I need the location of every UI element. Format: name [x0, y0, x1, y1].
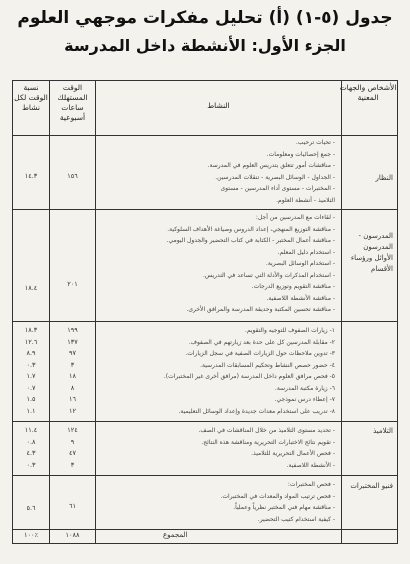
percent-column-visits: [13, 325, 49, 417]
activity-line: - تحيات ترحيب.: [295, 139, 335, 146]
group-activities-principals: [95, 137, 335, 206]
time-column-students: [50, 425, 95, 471]
percent-value: ١.٧: [26, 372, 36, 380]
header-percent: نسبة الوقت لكل نشاط: [14, 83, 48, 112]
time-value: ٩: [70, 437, 75, 446]
time-value: ٢٠١: [67, 280, 78, 288]
time-value: ٣: [70, 460, 75, 469]
row-divider: [13, 209, 397, 210]
percent-value: ٨.٩: [26, 349, 36, 357]
table-subtitle: الجزء الأول: الأنشطة داخل المدرسة: [64, 36, 346, 55]
header-activity: النشاط: [207, 101, 230, 110]
percent-value: ٥.٦: [26, 504, 36, 512]
activity-line: ٦- زيارة مكتبة المدرسة.: [274, 384, 335, 392]
time-value: ١٦: [69, 395, 76, 403]
time-value: ٤٧: [69, 449, 76, 457]
percent-value: ١٢.٦: [24, 337, 38, 346]
activity-line: - مناقشة التقويم وتوزيع الدرجات.: [251, 283, 335, 290]
activities-table: [12, 80, 398, 544]
group-activities-teachers: [95, 212, 335, 316]
group-name-lab-technicians: فنيو المختبرات: [350, 482, 393, 490]
activity-line: - فحص المختبرات:: [287, 481, 335, 488]
activity-line: ٣- تدوين ملاحظات حول الزيارات الصفية في سجل الزيارات.: [185, 350, 335, 357]
activity-line: التلاميذ - أنشطة العلوم.: [276, 196, 335, 204]
percent-value: ١٤.٣: [24, 172, 38, 180]
percent-value: ٠.٨: [26, 437, 36, 446]
activity-line: - فحص الأعمال التحريرية للتلاميذ.: [251, 450, 335, 457]
activity-line: ٨- تدريب على استخدام معدات جديدة وإعداد الوسائل التعليمية.: [178, 407, 335, 415]
col-divider-percent: [49, 81, 50, 543]
percent-value: ٠.٧: [26, 383, 36, 392]
activity-line: ١- زيارات الصفوف للتوجيه والتقويم.: [244, 327, 335, 334]
activity-line: - المختبرات - مستوى أداء المدرسين - مستوى: [220, 185, 335, 192]
total-percent: ٪١٠٠: [24, 531, 38, 539]
percent-value: ١.٥: [26, 395, 36, 403]
activity-line: - مناقشة أعمال المختبر - الكتابة في كتاب التحضير والجدول اليومي.: [166, 237, 335, 244]
activity-line: - استخدام دليل المعلم.: [277, 248, 335, 256]
activity-line: - الأنشطة اللاصفية.: [286, 461, 335, 469]
percent-value: ١٨.٤: [24, 284, 38, 292]
activity-line: - كيفية استخدام كتيب التحضير.: [257, 515, 335, 523]
activity-line: - فحص ترتيب المواد والمعدات في المختبرات.: [220, 492, 335, 500]
header-time: الوقت المستهلك ساعات أسبوعية: [57, 83, 88, 122]
table-header: [13, 81, 397, 136]
activity-line: ٥- فحص مرافق العلوم داخل المدرسة (مرافق أخرى غير المختبرات).: [163, 373, 335, 380]
activity-line: - جمع إحصائيات ومعلومات.: [266, 150, 335, 158]
group-activities-visits: [95, 325, 335, 417]
time-value: ٦١: [69, 502, 76, 510]
activity-line: - مناقشة تحسين المكتبة وحديقة المدرسة والمرافق الأخرى.: [186, 306, 335, 313]
time-value: ٣: [70, 360, 75, 369]
activity-line: - مناقشة الأنشطة اللاصفية.: [266, 294, 335, 302]
time-value: ١٢٤: [67, 426, 78, 434]
activity-line: - استخدام المذكرات والأدلة التي تساعد في التدريس.: [202, 271, 335, 279]
row-divider: [13, 321, 397, 322]
percent-value: ١٨.٣: [24, 326, 38, 334]
group-activities-lab: [95, 479, 335, 525]
total-label: المجموع: [163, 531, 188, 539]
time-value: ٨: [70, 383, 75, 392]
group-activities-students: [95, 425, 335, 471]
total-time: ١٠٨٨: [65, 531, 80, 539]
percent-value: ١١.٤: [24, 426, 38, 434]
activity-line: ٤- حضور حصص النشاط وتحكيم المسابقات المدرسية.: [200, 361, 335, 369]
activity-line: - مناقشات أمور تتعلق بتدريس العلوم في المدرسة.: [207, 162, 335, 169]
activity-line: - لقاءات مع المدرسين من أجل:: [255, 214, 335, 221]
time-value: ١٨: [69, 372, 76, 380]
time-value: ١٩٩: [67, 326, 78, 334]
group-name-principals: النظار: [375, 174, 393, 182]
activity-line: - مناقشة مهام فني المختبر نظرياً وعملياً.: [233, 504, 335, 511]
time-value: ١٢: [69, 406, 76, 415]
time-value: ١٣٧: [67, 337, 78, 346]
activity-line: - مناقشة التوزيع المنهجي، إعداد الدروس وصياغة الأهداف السلوكية.: [167, 225, 335, 233]
row-divider: [13, 475, 397, 476]
activity-line: - الجداول - الوسائل البصرية - تنقلات المدرسين.: [215, 173, 335, 181]
activity-line: - استخدام الوسائل البصرية.: [265, 260, 335, 267]
col-divider-activity: [341, 81, 342, 543]
row-divider: [13, 421, 397, 422]
activity-line: - تقويم نتائج الاختبارات التحريرية ومناقشة هذه النتائج.: [201, 438, 335, 446]
percent-value: ٠.٣: [26, 360, 36, 369]
time-value: ١٥٦: [67, 172, 78, 180]
percent-value: ١.١: [26, 406, 36, 415]
activity-line: ٢- مقابلة المدرسين كل على حدة بعد زيارتهم في الصفوف.: [188, 338, 335, 346]
group-name-students: التلاميذ: [373, 427, 393, 435]
percent-value: ٠.٣: [26, 460, 36, 469]
group-name-teachers: المدرسون - المدرسون الأوائل ورؤساء الأقسام: [350, 232, 393, 273]
time-column-visits: [50, 325, 95, 417]
header-persons: الأشخاص والجهات المعنية: [339, 83, 397, 102]
percent-value: ٤.٣: [26, 449, 36, 457]
activity-line: - تحديد مستوى التلاميذ من خلال المناقشات في الصف.: [198, 427, 335, 434]
activity-line: ٧- إعطاء درس نموذجي.: [274, 396, 335, 403]
time-value: ٩٧: [69, 349, 76, 357]
table-title: جدول (٥-١) (أ) تحليل مفكرات موجهي العلوم: [17, 8, 393, 28]
percent-column-students: [13, 425, 49, 471]
